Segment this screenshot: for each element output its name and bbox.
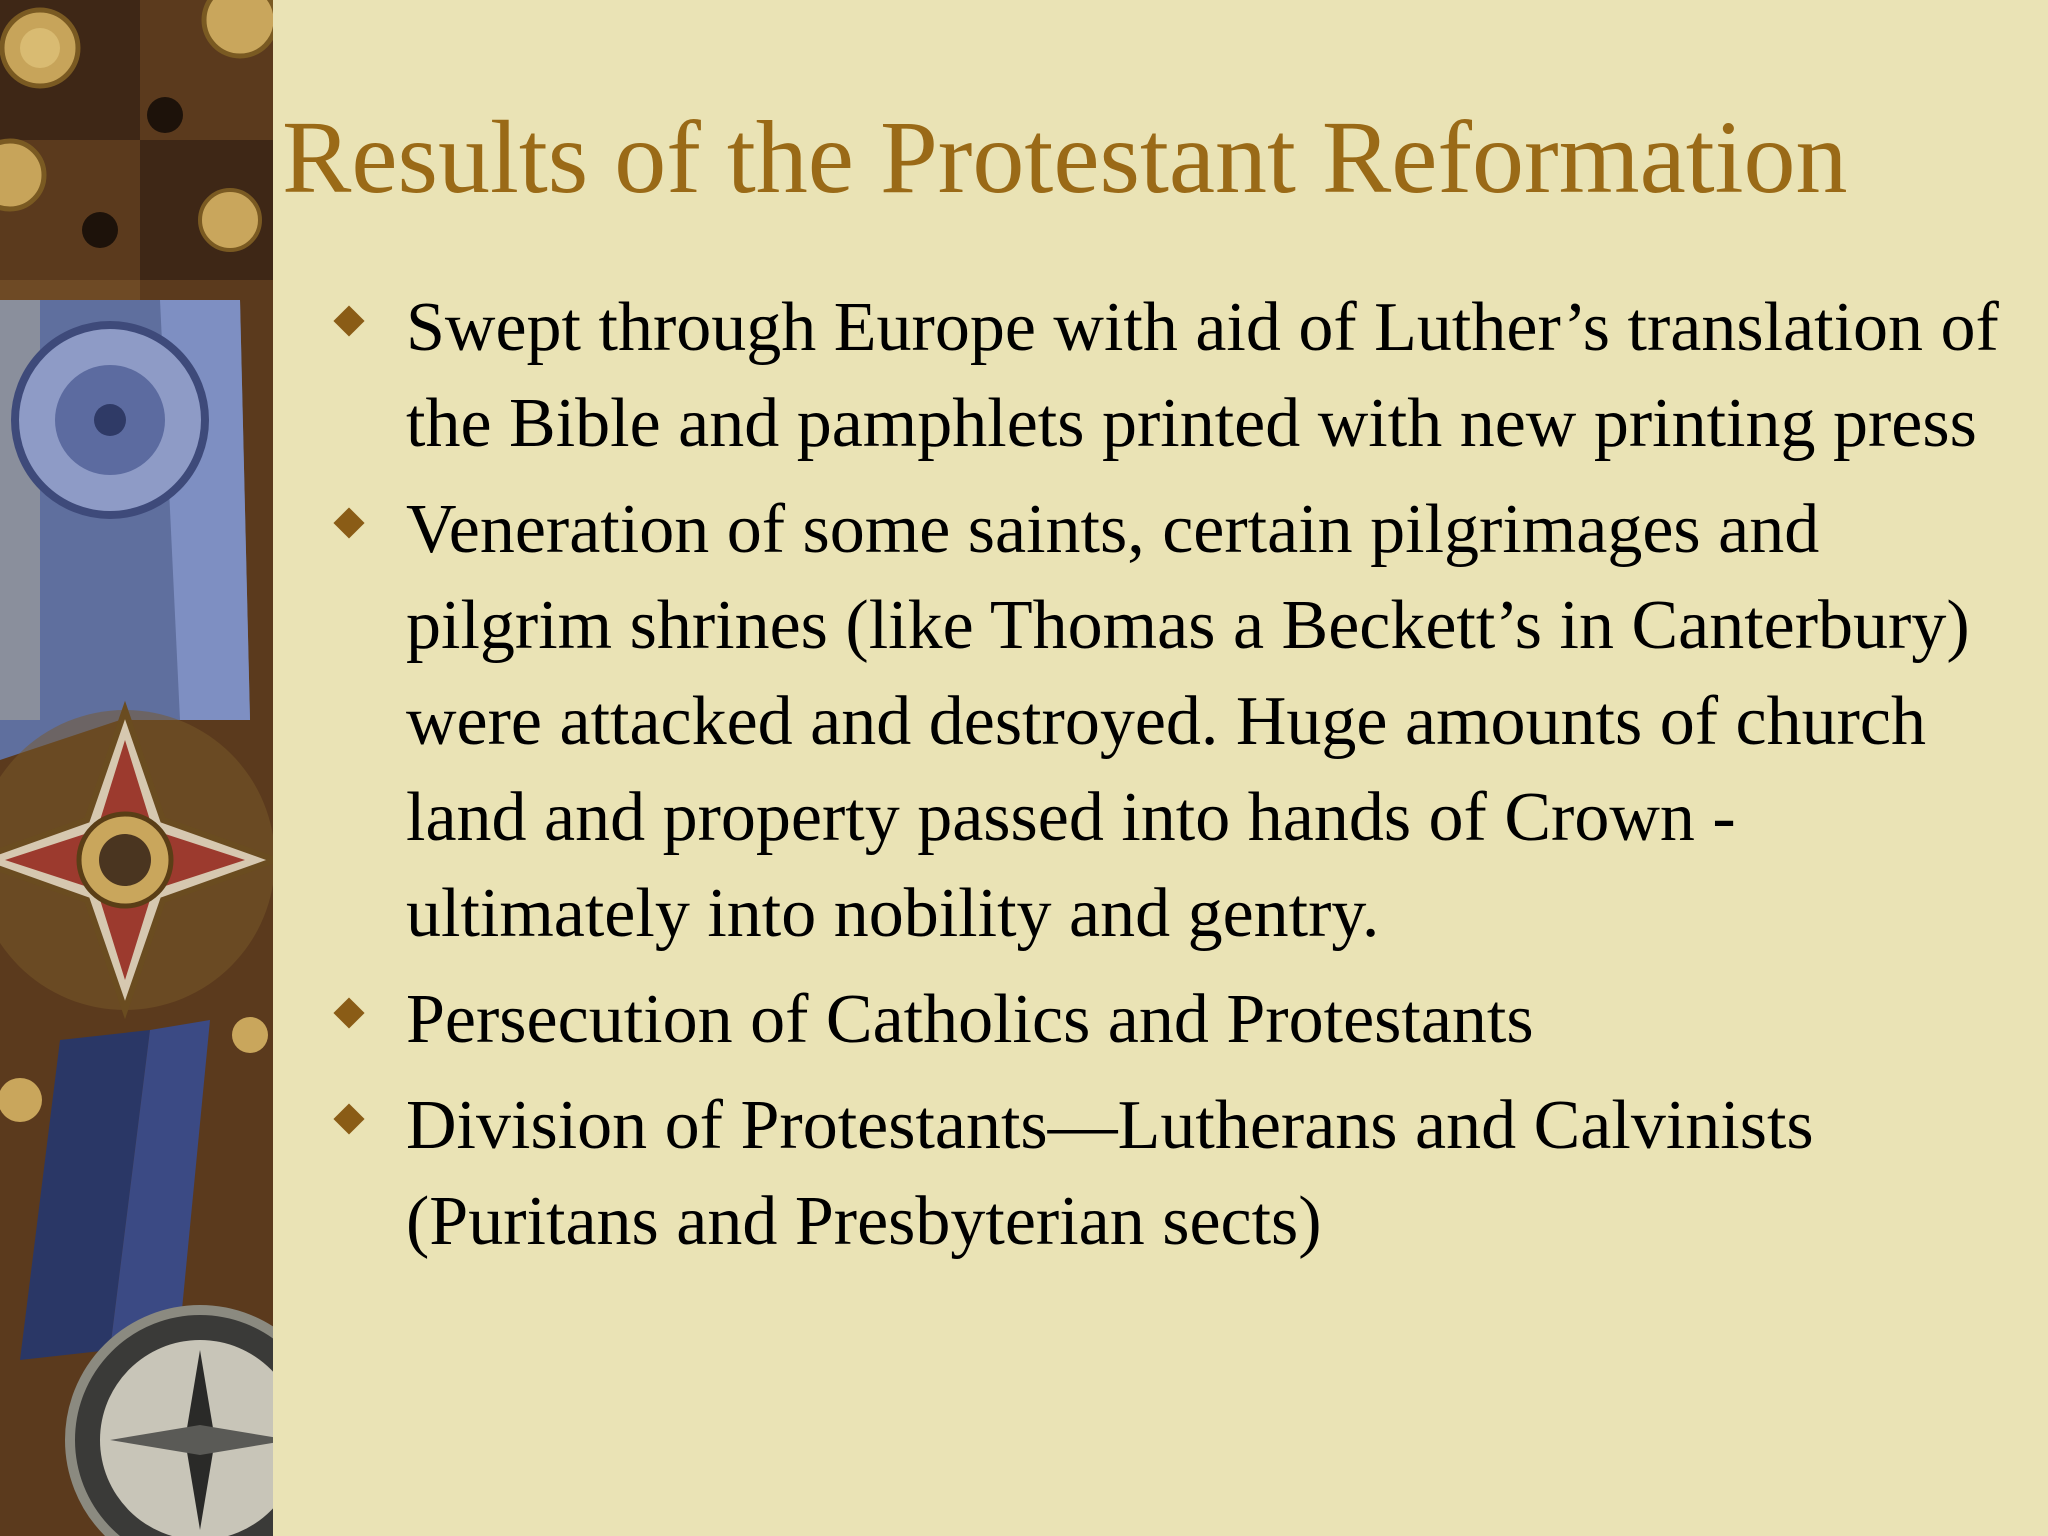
diamond-bullet-icon — [333, 1103, 364, 1134]
bullet-text: Division of Protestants—Lutherans and Calvinists (Puritans and Presbyterian sects) — [406, 1087, 1814, 1260]
bullet-text: Swept through Europe with aid of Luther’s translation of the Bible and pamphlets printed with new printing press — [406, 289, 1999, 462]
slide-title: Results of the Protestant Reformation — [282, 100, 1848, 215]
bullet-list — [330, 280, 2030, 1280]
diamond-bullet-icon — [333, 507, 364, 538]
bullet-item — [330, 972, 2030, 1068]
bullet-text: Persecution of Catholics and Protestants — [406, 981, 1534, 1058]
bullet-item — [330, 482, 2030, 962]
decorative-medal-photo — [0, 0, 273, 1536]
bullet-text: Veneration of some saints, certain pilgrimages and pilgrim shrines (like Thomas a Beckett’s in Canterbury) were attacked and destroyed. Huge amounts of church land and property passed into hands of Crown - ultimately into nobility and gentry. — [406, 491, 1970, 952]
diamond-bullet-icon — [333, 305, 364, 336]
bullet-item — [330, 280, 2030, 472]
diamond-bullet-icon — [333, 997, 364, 1028]
bullet-item — [330, 1078, 2030, 1270]
